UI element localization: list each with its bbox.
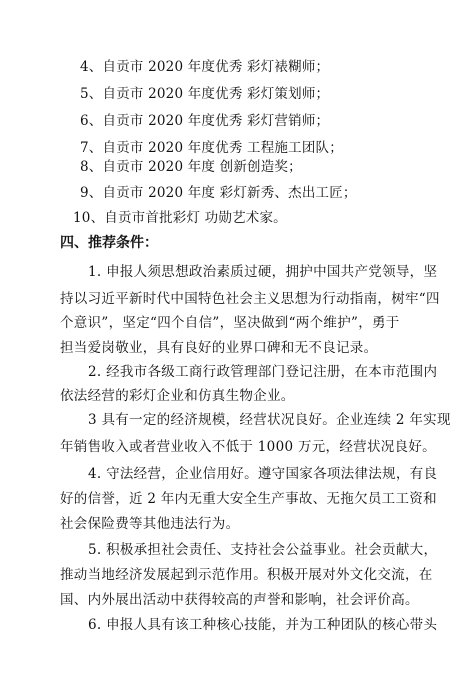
condition-6-line: 6. 申报人具有该工种核心技能，并为工种团队的核心带头 (88, 617, 438, 633)
list-item-10: 10、自贡市首批彩灯 功勋艺术家。 (73, 210, 287, 226)
section-heading: 四、推荐条件： (60, 235, 158, 251)
list-item-9: 9、自贡市 2020 年度 彩灯新秀、杰出工匠； (80, 185, 357, 201)
condition-5-line: 国、内外展出活动中获得较高的声誉和影响，社会评价高。 (60, 592, 419, 608)
condition-4-line: 4. 守法经营，企业信用好。遵守国家各项法律法规，有良 (88, 466, 438, 482)
list-item-7: 7、自贡市 2020 年度优秀 工程施工团队； (80, 140, 343, 156)
condition-3-line: 3 具有一定的经济规模，经营状况良好。企业连续 2 年实现 (88, 412, 451, 428)
condition-2-line: 依法经营的彩灯企业和仿真生物企业。 (60, 388, 295, 404)
condition-5-line: 推动当地经济发展起到示范作用。积极开展对外文化交流，在 (60, 567, 433, 583)
condition-1-line: 持以习近平新时代中国特色社会主义思想为行动指南，树牢“四 (60, 291, 440, 307)
condition-1-line: 个意识”，坚定“四个自信”，坚决做到“两个维护”，勇于 (60, 315, 400, 331)
list-item-4: 4、自贡市 2020 年度优秀 彩灯裱糊师； (80, 59, 330, 75)
condition-1-line: 1. 申报人须思想政治素质过硬，拥护中国共产党领导，坚 (88, 264, 438, 280)
list-item-5: 5、自贡市 2020 年度优秀 彩灯策划师； (80, 86, 330, 102)
list-item-8: 8、自贡市 2020 年度 创新创造奖； (80, 159, 302, 175)
condition-4-line: 社会保险费等其他违法行为。 (60, 516, 240, 532)
condition-3-line: 年销售收入或者营业收入不低于 1000 万元，经营状况良好。 (60, 439, 436, 455)
list-item-6: 6、自贡市 2020 年度优秀 彩灯营销师； (80, 113, 330, 129)
condition-5-line: 5. 积极承担社会责任、支持社会公益事业。社会贡献大， (88, 542, 438, 558)
condition-2-line: 2. 经我市各级工商行政管理部门登记注册，在本市范围内 (88, 364, 438, 380)
condition-4-line: 好的信誉，近 2 年内无重大安全生产事故、无拖欠员工工资和 (60, 491, 437, 507)
condition-1-line: 担当爱岗敬业，具有良好的业界口碑和无不良记录。 (60, 340, 378, 356)
